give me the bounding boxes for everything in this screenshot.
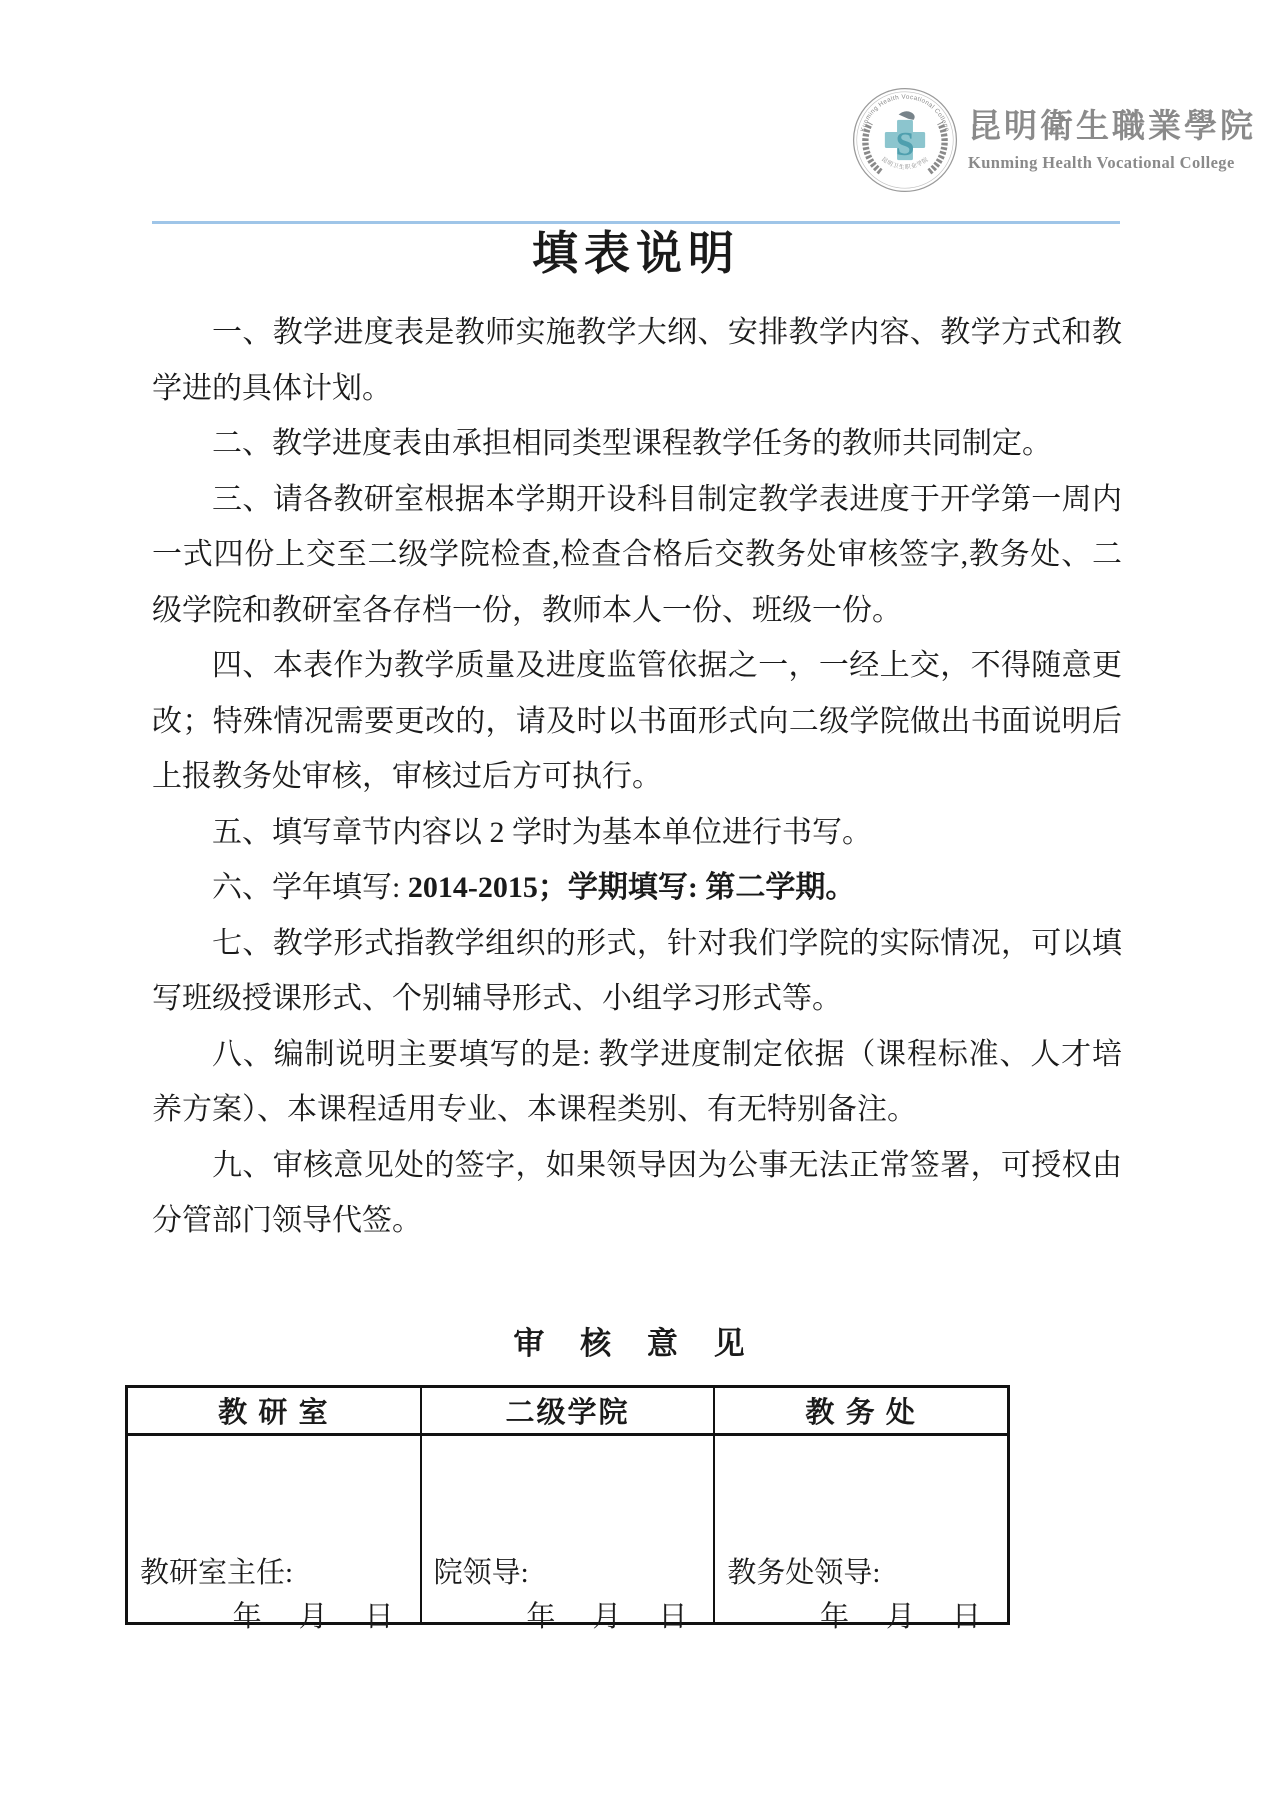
- seal-arc-text-top: Kunming Health Vocational College: [859, 93, 951, 133]
- date-label: 年 月 日: [526, 1601, 692, 1633]
- column-header-academic-affairs-office: 教 务 处: [805, 1397, 917, 1429]
- signer-label: 教研室主任:: [140, 1557, 294, 1589]
- signer-label: 教务处领导:: [727, 1557, 881, 1589]
- college-seal-icon: [852, 87, 958, 193]
- paragraph-6-prefix: 六、学年填写:: [212, 871, 408, 904]
- instruction-paragraph-7: 七、教学形式指教学组织的形式，针对我们学院的实际情况，可以填写班级授课形式、个别辅导形式、小组学习形式等。: [152, 926, 1122, 1015]
- instructions-body: [152, 305, 1122, 1249]
- instruction-paragraph-6: [152, 860, 1122, 916]
- instruction-paragraph-2: 二、教学进度表由承担相同类型课程教学任务的教师共同制定。: [212, 427, 1052, 460]
- instruction-paragraph-1: 一、教学进度表是教师实施教学大纲、安排教学内容、教学方式和教学进的具体计划。: [152, 316, 1122, 405]
- college-name-calligraphy: 昆明衛生職業學院: [968, 109, 1256, 145]
- date-label: 年 月 日: [232, 1601, 398, 1633]
- signer-label: 院领导:: [433, 1557, 529, 1589]
- date-label: 年 月 日: [820, 1601, 986, 1633]
- review-opinions-table: [125, 1385, 1010, 1633]
- instruction-paragraph-4: 四、本表作为教学质量及进度监管依据之一，一经上交，不得随意更改；特殊情况需要更改的，请及时以书面形式向二级学院做出书面说明后上报教务处审核，审核过后方可执行。: [152, 649, 1122, 793]
- signature-cell-teaching-research-office: [128, 1436, 422, 1633]
- page-title: 填表说明: [532, 228, 740, 279]
- instruction-paragraph-8: 八、编制说明主要填写的是: 教学进度制定依据（课程标准、人才培养方案）、本课程适用专业、本课程类别、有无特别备注。: [152, 1037, 1122, 1126]
- instruction-paragraph-3: 三、请各教研室根据本学期开设科目制定教学表进度于开学第一周内一式四份上交至二级学院检查,检查合格后交教务处审核签字,教务处、二级学院和教研室各存档一份，教师本人一份、班级一份。: [152, 482, 1122, 627]
- review-opinions-heading: 审 核 意 见: [513, 1326, 759, 1361]
- seal-arc-text-bottom: 昆明卫生职业学院: [880, 156, 930, 172]
- seal-monogram: S: [895, 125, 915, 163]
- instruction-paragraph-9: 九、审核意见处的签字，如果领导因为公事无法正常签署，可授权由分管部门领导代签。: [152, 1148, 1122, 1237]
- column-header-teaching-research-office: 教 研 室: [128, 1388, 422, 1433]
- college-name-english: Kunming Health Vocational College: [968, 153, 1235, 172]
- signature-cell-academic-affairs-office: [715, 1436, 1007, 1633]
- signature-cell-secondary-college: [422, 1436, 716, 1633]
- column-header-secondary-college: 二级学院: [422, 1388, 716, 1433]
- review-table-body-row: [128, 1436, 1007, 1633]
- instruction-paragraph-5: 五、填写章节内容以 2 学时为基本单位进行书写。: [212, 815, 872, 849]
- college-logo: [852, 84, 1256, 196]
- college-name-block: [968, 107, 1256, 173]
- paragraph-6-bold-value: 2014-2015；学期填写: 第二学期。: [407, 871, 856, 904]
- review-table-header-row: [128, 1388, 1007, 1436]
